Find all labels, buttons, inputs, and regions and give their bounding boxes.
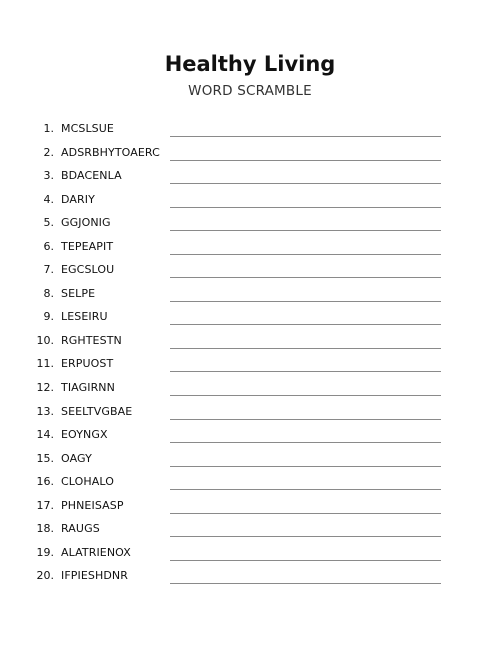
answer-line [170,136,441,137]
item-number: 4. [43,192,54,206]
item-number: 6. [43,239,54,253]
puzzle-row [0,212,500,236]
answer-line [170,371,441,372]
puzzle-row [0,236,500,260]
scrambled-word: EOYNGX [61,428,108,442]
answer-line [170,348,441,349]
puzzle-row [0,377,500,401]
puzzle-list [0,118,500,589]
puzzle-row [0,542,500,566]
puzzle-row [0,189,500,213]
scrambled-word: IFPIESHDNR [61,569,128,583]
scrambled-word: SELPE [61,286,96,300]
answer-line [170,230,441,231]
scrambled-word: OAGY [61,451,92,465]
puzzle-row [0,330,500,354]
page-subtitle: WORD SCRAMBLE [188,83,312,99]
puzzle-row [0,448,500,472]
answer-line [170,183,441,184]
puzzle-row [0,471,500,495]
puzzle-row [0,495,500,519]
page-title: Healthy Living [164,52,336,76]
item-number: 14. [36,428,54,442]
scrambled-word: TIAGIRNN [61,381,115,395]
scrambled-word: LESEIRU [61,310,108,324]
item-number: 1. [43,122,54,135]
item-number: 18. [36,522,54,536]
item-number: 7. [43,263,54,277]
puzzle-row [0,142,500,166]
answer-line [170,160,441,161]
item-number: 8. [43,286,54,300]
scrambled-word: MCSLSUE [61,122,114,135]
answer-line [170,536,441,537]
puzzle-row [0,259,500,283]
answer-line [170,277,441,278]
puzzle-row [0,306,500,330]
puzzle-row [0,353,500,377]
scrambled-word: TEPEAPIT [61,239,114,253]
answer-line [170,419,441,420]
answer-line [170,560,441,561]
item-number: 11. [36,357,54,371]
item-number: 19. [36,545,54,559]
puzzle-row [0,118,500,142]
item-number: 16. [36,475,54,489]
puzzle-row [0,518,500,542]
scrambled-word: ADSRBHYTOAERC [61,145,160,159]
puzzle-row [0,165,500,189]
scrambled-word: RAUGS [61,522,100,536]
scrambled-word: RGHTESTN [61,333,122,347]
scrambled-word: PHNEISASP [61,498,124,512]
puzzle-row [0,283,500,307]
item-number: 15. [36,451,54,465]
answer-line [170,324,441,325]
scrambled-word: CLOHALO [61,475,114,489]
answer-line [170,301,441,302]
scrambled-word: ERPUOST [61,357,114,371]
scrambled-word: DARIY [61,192,95,206]
scrambled-word: EGCSLOU [61,263,115,277]
item-number: 10. [36,333,54,347]
item-number: 12. [36,381,54,395]
answer-line [170,513,441,514]
puzzle-row [0,424,500,448]
item-number: 20. [36,569,54,583]
scrambled-word: SEELTVGBAE [61,404,133,418]
answer-line [170,207,441,208]
answer-line [170,395,441,396]
scrambled-word: GGJONIG [61,216,111,230]
answer-line [170,489,441,490]
answer-line [170,442,441,443]
item-number: 5. [43,216,54,230]
item-number: 9. [43,310,54,324]
puzzle-row [0,401,500,425]
scrambled-word: BDACENLA [61,169,122,183]
scrambled-word: ALATRIENOX [61,545,131,559]
puzzle-row [0,565,500,589]
answer-line [170,583,441,584]
item-number: 3. [43,169,54,183]
item-number: 2. [43,145,54,159]
answer-line [170,466,441,467]
answer-line [170,254,441,255]
item-number: 13. [36,404,54,418]
item-number: 17. [36,498,54,512]
